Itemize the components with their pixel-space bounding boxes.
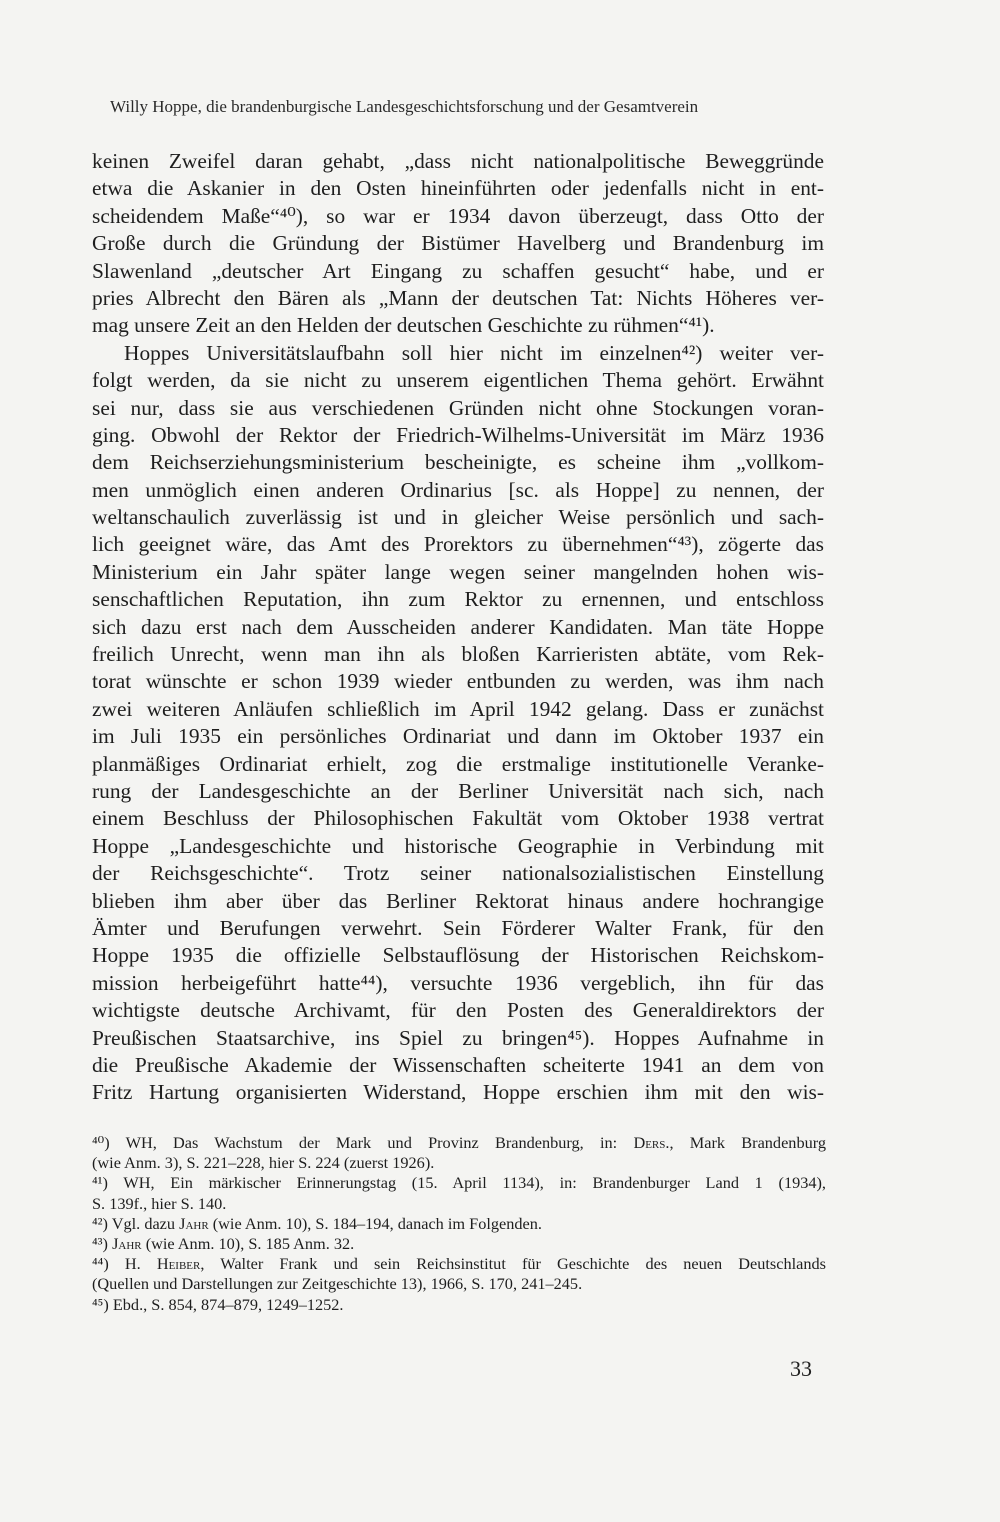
- text-line: im Juli 1935 ein persönliches Ordinariat und dann im Oktober 1937 ein: [92, 724, 824, 749]
- text-line: rung der Landesgeschichte an der Berliner Universität nach sich, nach: [92, 778, 824, 803]
- text-line: dem Reichserziehungsministerium bescheinigte, es scheine ihm „vollkom-: [92, 450, 824, 475]
- text-line: weltanschaulich zuverlässig ist und in gleicher Weise persönlich und sach-: [92, 505, 824, 530]
- text-line: men unmöglich einen anderen Ordinarius [sc. als Hoppe] zu nennen, der: [92, 477, 824, 502]
- footnote-41: ⁴¹) WH, Ein märkischer Erinnerungstag (15. April 1134), in: Brandenburger Land 1 (1934),: [92, 1173, 826, 1193]
- text-line: einem Beschluss der Philosophischen Fakultät vom Oktober 1938 vertrat: [92, 806, 824, 831]
- text-line: die Preußische Akademie der Wissenschaften scheiterte 1941 an dem von: [92, 1052, 824, 1077]
- text-line: zwei weiteren Anläufen schließlich im April 1942 gelang. Dass er zunächst: [92, 696, 824, 721]
- text-line: mission herbeigeführt hatte⁴⁴), versuchte 1936 vergeblich, ihn für das: [92, 970, 824, 995]
- text-line: planmäßiges Ordinariat erhielt, zog die erstmalige institutionelle Veranke-: [92, 751, 824, 776]
- footnote-40-continued: (wie Anm. 3), S. 221–228, hier S. 224 (zuerst 1926).: [92, 1153, 435, 1173]
- text-line: torat wünschte er schon 1939 wieder entbunden zu werden, was ihm nach: [92, 669, 824, 694]
- footnote-40: ⁴⁰) WH, Das Wachstum der Mark und Provinz Brandenburg, in: Ders., Mark Brandenburg: [92, 1133, 826, 1152]
- text-line: ging. Obwohl der Rektor der Friedrich-Wilhelms-Universität im März 1936: [92, 422, 824, 447]
- text-line: Fritz Hartung organisierten Widerstand, Hoppe erschien ihm mit den wis-: [92, 1080, 824, 1105]
- text-line: sei nur, dass sie aus verschiedenen Gründen nicht ohne Stockungen voran-: [92, 395, 824, 420]
- text-line: keinen Zweifel daran gehabt, „dass nicht nationalpolitische Beweggründe: [92, 149, 824, 173]
- text-line: folgt werden, da sie nicht zu unserem eigentlichen Thema gehört. Erwähnt: [92, 368, 824, 393]
- text-line: Große durch die Gründung der Bistümer Havelberg und Brandenburg im: [92, 231, 824, 256]
- footnote-43: ⁴³) Jahr (wie Anm. 10), S. 185 Anm. 32.: [92, 1233, 355, 1253]
- text-line: etwa die Askanier in den Osten hineinführten oder jedenfalls nicht in ent-: [92, 176, 824, 201]
- text-line: senschaftlichen Reputation, ihn zum Rektor zu ernennen, und entschloss: [92, 587, 824, 612]
- page-number: 33: [790, 1356, 812, 1381]
- running-head: Willy Hoppe, die brandenburgische Landesgeschichtsforschung und der Gesamtverein: [110, 97, 699, 116]
- main-text: [92, 148, 824, 1107]
- footnote-44: ⁴⁴) H. Heiber, Walter Frank und sein Reichsinstitut für Geschichte des neuen Deutschlands: [92, 1254, 826, 1274]
- text-line: pries Albrecht den Bären als „Mann der deutschen Tat: Nichts Höheres ver-: [92, 285, 824, 310]
- text-line: Hoppe „Landesgeschichte und historische Geographie in Verbindung mit: [92, 833, 824, 858]
- text-line: der Reichsgeschichte“. Trotz seiner nationalsozialistischen Einstellung: [92, 861, 824, 886]
- text-line: Slawenland „deutscher Art Eingang zu schaffen gesucht“ habe, und er: [92, 258, 824, 283]
- footnote-44-continued: (Quellen und Darstellungen zur Zeitgeschichte 13), 1966, S. 170, 241–245.: [92, 1274, 583, 1294]
- text-line: Preußischen Staatsarchive, ins Spiel zu bringen⁴⁵). Hoppes Aufnahme in: [92, 1025, 824, 1050]
- footnotes: [92, 1133, 826, 1315]
- text-line: freilich Unrecht, wenn man ihn als bloßen Karrieristen abtäte, vom Rek-: [92, 642, 824, 667]
- text-line: Ämter und Berufungen verwehrt. Sein Förderer Walter Frank, für den: [92, 915, 824, 940]
- text-line: sich dazu erst nach dem Ausscheiden anderer Kandidaten. Man täte Hoppe: [92, 614, 824, 639]
- text-line: blieben ihm aber über das Berliner Rektorat hinaus andere hochrangige: [92, 888, 824, 913]
- text-line: Hoppe 1935 die offizielle Selbstauflösung der Historischen Reichskom-: [92, 943, 824, 968]
- footnote-41-continued: S. 139f., hier S. 140.: [92, 1193, 227, 1213]
- footnote-42: ⁴²) Vgl. dazu Jahr (wie Anm. 10), S. 184–194, danach im Folgenden.: [92, 1213, 542, 1233]
- text-line: Ministerium ein Jahr später lange wegen seiner mangelnden hohen wis-: [92, 559, 824, 584]
- footnote-45: ⁴⁵) Ebd., S. 854, 874–879, 1249–1252.: [92, 1294, 344, 1314]
- text-line: lich geeignet wäre, das Amt des Prorektors zu übernehmen“⁴³), zögerte das: [92, 532, 824, 557]
- text-line: Hoppes Universitätslaufbahn soll hier nicht im einzelnen⁴²) weiter ver-: [124, 340, 824, 365]
- text-line: mag unsere Zeit an den Helden der deutschen Geschichte zu rühmen“⁴¹).: [92, 313, 715, 338]
- text-line: scheidendem Maße“⁴⁰), so war er 1934 davon überzeugt, dass Otto der: [92, 203, 824, 228]
- text-line: wichtigste deutsche Archivamt, für den Posten des Generaldirektors der: [92, 998, 824, 1023]
